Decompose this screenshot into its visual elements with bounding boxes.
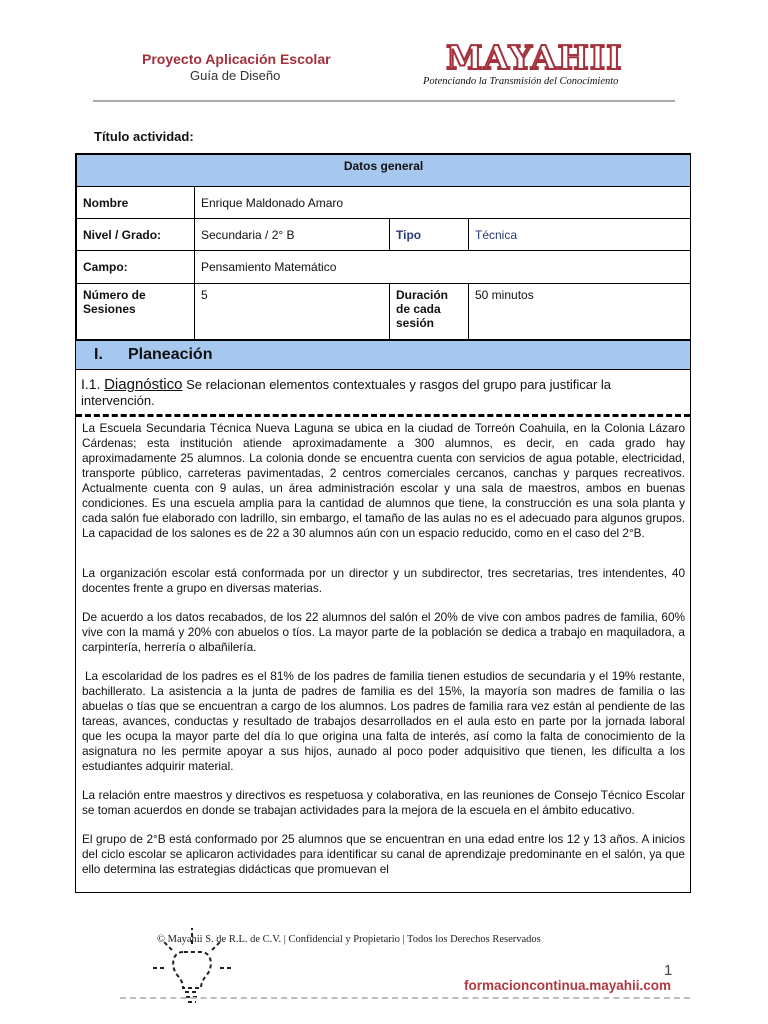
sessions-value: 5 [195, 284, 390, 340]
sessions-row [77, 284, 691, 340]
planning-title: Planeación [128, 346, 213, 363]
dashed-separator [76, 414, 690, 417]
footer-copyright: © Mayahii S. de R.L. de C.V. | Confidencial y Propietario | Todos los Derechos Reservados [157, 934, 541, 945]
general-heading: Datos general [77, 155, 691, 187]
paragraph: La relación entre maestros y directivos es respetuosa y colaborativa, en las reuniones de Consejo Técnico Escolar se toman acuerdos en donde se trabajan actividades para la mejora de la escuela en el ámbito educativo. [82, 788, 685, 817]
duration-label: Duración de cada sesión [390, 284, 469, 340]
mayahii-logo: MAYAHII [446, 38, 623, 77]
general-data-table [76, 154, 691, 340]
paragraph: La organización escolar está conformada por un director y un subdirector, tres secretarias, tres intendentes, 40 docentes frente a grupo en diversas materias. [82, 566, 685, 595]
paragraph: La Escuela Secundaria Técnica Nueva Laguna se ubica en la ciudad de Torreón Coahuila, en la Colonia Lázaro Cárdenas; esta institución atiende aproximadamente a 300 alumnos, es decir, en cada grado hay aproximadamente 25 alumnos. La colonia donde se encuentra cuenta con servicios de agua potable, electricidad, transporte público, carreteras pavimentadas, 2 centros comerciales cercanos, canchas y parques recreativos. Actualmente cuenta con 9 aulas, un área administración escolar y una sala de maestros, ambos en buenas condiciones. Es una escuela amplia para la cantidad de alumnos que tiene, la construcción es una sola planta y cada salón fue elaborado con ladrillo, sin embargo, el tamaño de las aulas no es el adecuado para algunos grupos. La capacidad de los salones es de 22 a 30 alumnos aún con un espacio reducido, como en el caso del 2°B. [82, 421, 685, 540]
diagnostic-heading [81, 376, 686, 409]
sessions-label: Número de Sesiones [77, 284, 195, 340]
duration-value: 50 minutos [469, 284, 691, 340]
field-label: Campo: [77, 251, 195, 284]
planning-section-bar [76, 340, 690, 370]
header-project-title: Proyecto Aplicación Escolar [142, 51, 331, 67]
logo-tagline: Potenciando la Transmisión del Conocimiento [423, 76, 619, 87]
diagnostic-number: I.1. [81, 376, 101, 392]
footer-url-link[interactable]: formacioncontinua.mayahii.com [464, 978, 672, 993]
lightbulb-icon [150, 912, 240, 1007]
header-divider [93, 100, 675, 102]
name-row [77, 187, 691, 219]
type-value: Técnica [469, 219, 691, 251]
general-header-row [77, 155, 691, 187]
field-value: Pensamiento Matemático [195, 251, 691, 284]
paragraph: De acuerdo a los datos recabados, de los 22 alumnos del salón el 20% de vive con ambos padres de familia, 60% vive con la mamá y 20% con abuelos o tíos. La mayor parte de la población se dedica a trabajo en maquiladora, a carpintería, herrería o albañilería. [82, 610, 685, 654]
diagnostic-body [82, 421, 685, 891]
activity-title-label: Título actividad: [94, 129, 194, 144]
type-label: Tipo [390, 219, 469, 251]
activity-frame [75, 153, 691, 893]
field-row [77, 251, 691, 284]
footer-dashed-rule [120, 997, 690, 999]
paragraph: La escolaridad de los padres es el 81% de los padres de familia tienen estudios de secundaria y el 19% restante, bachillerato. La asistencia a la junta de padres de familia es del 15%, la mayoría son madres de familia o las abuelas o tías que se encuentran a cargo de los alumnos. Los padres de familia rara vez están al pendiente de las tareas, avances, conductas y resultado de trabajos desarrollados en el aula esto en parte por la jornada laboral que les ocupa la mayor parte del día lo que origina una falta de interés, así como la falta de conocimiento de la asignatura no les permite apoyar a sus hijos, aunado al poco poder adquisitivo que tienen, les dificulta a los estudiantes adquirir material. [82, 669, 685, 773]
header-guide-subtitle: Guía de Diseño [190, 68, 281, 83]
diagnostic-word: Diagnóstico [104, 376, 183, 393]
name-label: Nombre [77, 187, 195, 219]
page-number: 1 [664, 962, 673, 979]
level-label: Nivel / Grado: [77, 219, 195, 251]
paragraph: El grupo de 2°B está conformado por 25 alumnos que se encuentran en una edad entre los 12 y 13 años. A inicios del ciclo escolar se aplicaron actividades para identificar su canal de aprendizaje predominante en el salón, ya que ello determina las estrategias didácticas que promuevan el [82, 832, 685, 876]
planning-number: I. [94, 346, 103, 363]
diagnostic-description: Se relacionan elementos contextuales y rasgos del grupo para justificar la intervención. [81, 377, 612, 408]
level-value: Secundaria / 2° B [195, 219, 390, 251]
name-value: Enrique Maldonado Amaro [195, 187, 691, 219]
level-row [77, 219, 691, 251]
